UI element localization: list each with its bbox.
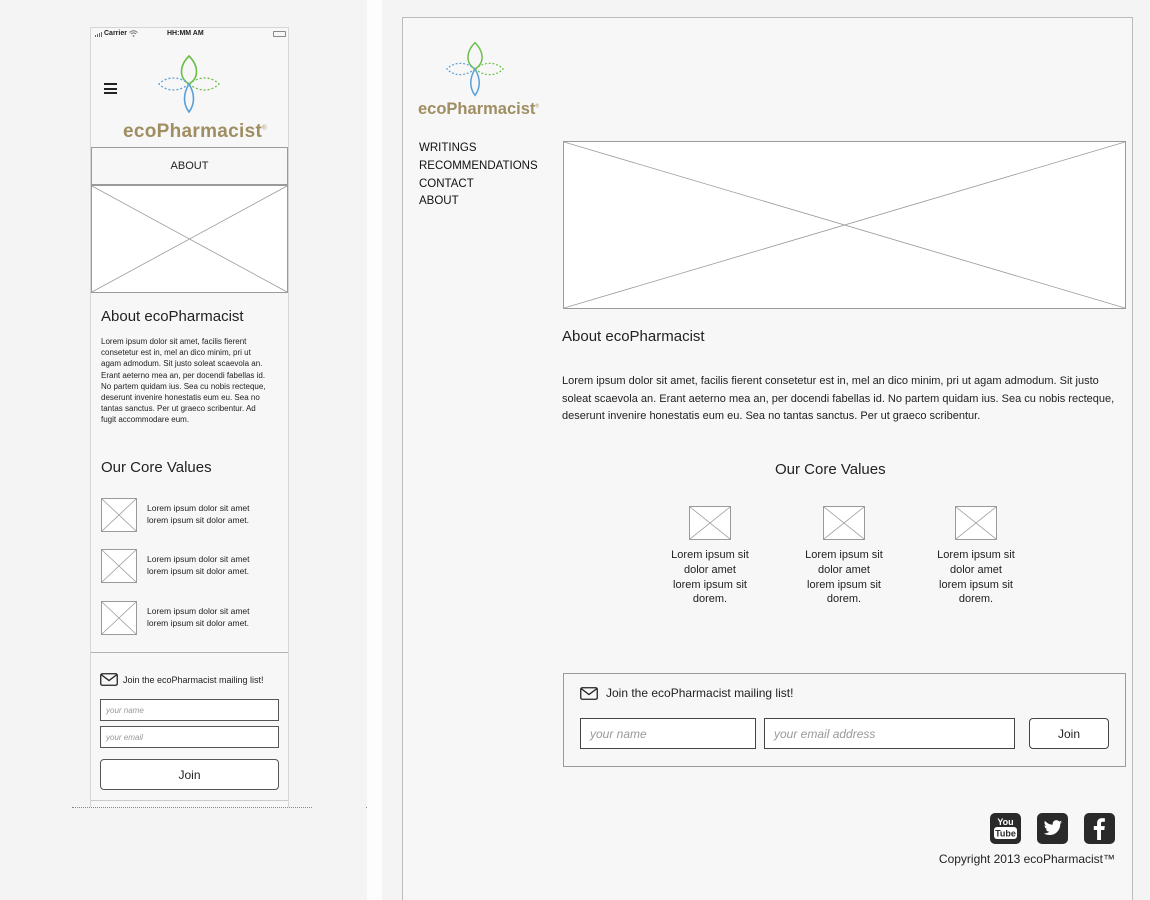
fold-line <box>72 807 312 808</box>
brand-name: ecoPharmacist® <box>123 121 267 142</box>
value-text: Lorem ipsum sit dolor amet lorem ipsum sit dorem. <box>937 549 1015 606</box>
core-value-item <box>101 601 281 637</box>
mailing-list-label: Join the ecoPharmacist mailing list! <box>580 686 793 700</box>
core-value-item <box>101 498 281 534</box>
join-button[interactable]: Join <box>1029 718 1109 749</box>
brand-name: ecoPharmacist® <box>418 100 540 118</box>
value-text: Lorem ipsum dolor sit amet lorem ipsum sit dolor amet. <box>147 503 250 525</box>
mailing-list-label: Join the ecoPharmacist mailing list! <box>100 673 264 686</box>
value-text: Lorem ipsum sit dolor amet lorem ipsum sit dorem. <box>805 549 883 606</box>
main-nav <box>419 140 538 211</box>
email-input[interactable]: your email <box>100 726 279 748</box>
hero-image-placeholder <box>91 185 288 293</box>
mailing-list-panel <box>563 673 1126 767</box>
hero-image-placeholder <box>563 141 1126 309</box>
twitter-icon[interactable] <box>1037 813 1068 844</box>
status-time: HH:MM AM <box>167 30 204 37</box>
value-image-placeholder <box>101 601 137 635</box>
value-image-placeholder <box>101 498 137 532</box>
status-bar <box>91 28 288 40</box>
name-input[interactable]: your name <box>580 718 756 749</box>
logo-leaves-icon <box>443 38 507 100</box>
footer-divider <box>91 800 288 801</box>
value-image-placeholder <box>955 506 997 540</box>
envelope-icon <box>580 687 598 700</box>
value-image-placeholder <box>101 549 137 583</box>
hamburger-menu-icon[interactable] <box>104 83 117 94</box>
core-value-item <box>101 549 281 585</box>
svg-text:You: You <box>997 817 1014 827</box>
desktop-wireframe <box>402 17 1133 900</box>
about-heading: About ecoPharmacist <box>101 308 244 325</box>
core-values-heading: Our Core Values <box>101 459 212 476</box>
core-value-item <box>804 506 884 607</box>
logo-leaves-icon <box>155 52 223 116</box>
value-text: Lorem ipsum sit dolor amet lorem ipsum sit dorem. <box>671 549 749 606</box>
svg-text:Tube: Tube <box>995 828 1016 839</box>
nav-recommendations[interactable]: RECOMMENDATIONS <box>419 159 538 172</box>
carrier <box>95 30 138 37</box>
mobile-wireframe <box>90 27 289 807</box>
facebook-icon[interactable] <box>1084 813 1115 844</box>
signal-icon <box>95 31 102 37</box>
about-text: Lorem ipsum dolor sit amet, facilis fierent consetetur est in, mel an dico minim, pri ut agam admodum. Sit justo soleat scaevola an. Erant aeterno mea an, per docendi fabellas id. No partem quidam ius. Sea cu nobis recteque, deserunt invenire honestatis eum eu. Sea no tantas sanctus. Per ut graeco scribentur. Ad fugit accommodare eum. <box>101 337 266 425</box>
core-values-heading: Our Core Values <box>775 461 886 478</box>
value-text: Lorem ipsum dolor sit amet lorem ipsum sit dolor amet. <box>147 606 250 628</box>
value-text: Lorem ipsum dolor sit amet lorem ipsum sit dolor amet. <box>147 554 250 576</box>
battery-icon <box>273 31 286 37</box>
name-input[interactable]: your name <box>100 699 279 721</box>
value-image-placeholder <box>823 506 865 540</box>
youtube-icon[interactable] <box>990 813 1021 844</box>
about-text: Lorem ipsum dolor sit amet, facilis fierent consetetur est in, mel an dico minim, pri ut agam admodum. Sit justo soleat scaevola an. Erant aeterno mea an, per docendi fabellas id. No partem quidam ius. Sea cu nobis recteque, deserunt invenire honestatis eum eu. Sea no tantas sanctus. Per ut graeco scribentur. <box>562 375 1115 423</box>
envelope-icon <box>100 673 118 686</box>
nav-about[interactable]: ABOUT <box>419 195 459 208</box>
wifi-icon <box>129 30 138 37</box>
core-value-item <box>670 506 750 607</box>
about-heading: About ecoPharmacist <box>562 328 705 345</box>
value-image-placeholder <box>689 506 731 540</box>
nav-writings[interactable]: WRITINGS <box>419 142 477 154</box>
carrier-name: Carrier <box>104 30 127 37</box>
about-nav-button[interactable]: ABOUT <box>91 147 288 185</box>
core-value-item <box>936 506 1016 607</box>
section-divider <box>91 652 288 653</box>
email-input[interactable]: your email address <box>764 718 1015 749</box>
copyright-text: Copyright 2013 ecoPharmacist™ <box>938 852 1115 866</box>
join-button[interactable]: Join <box>100 759 279 790</box>
canvas-divider <box>367 0 382 900</box>
nav-contact[interactable]: CONTACT <box>419 177 474 190</box>
